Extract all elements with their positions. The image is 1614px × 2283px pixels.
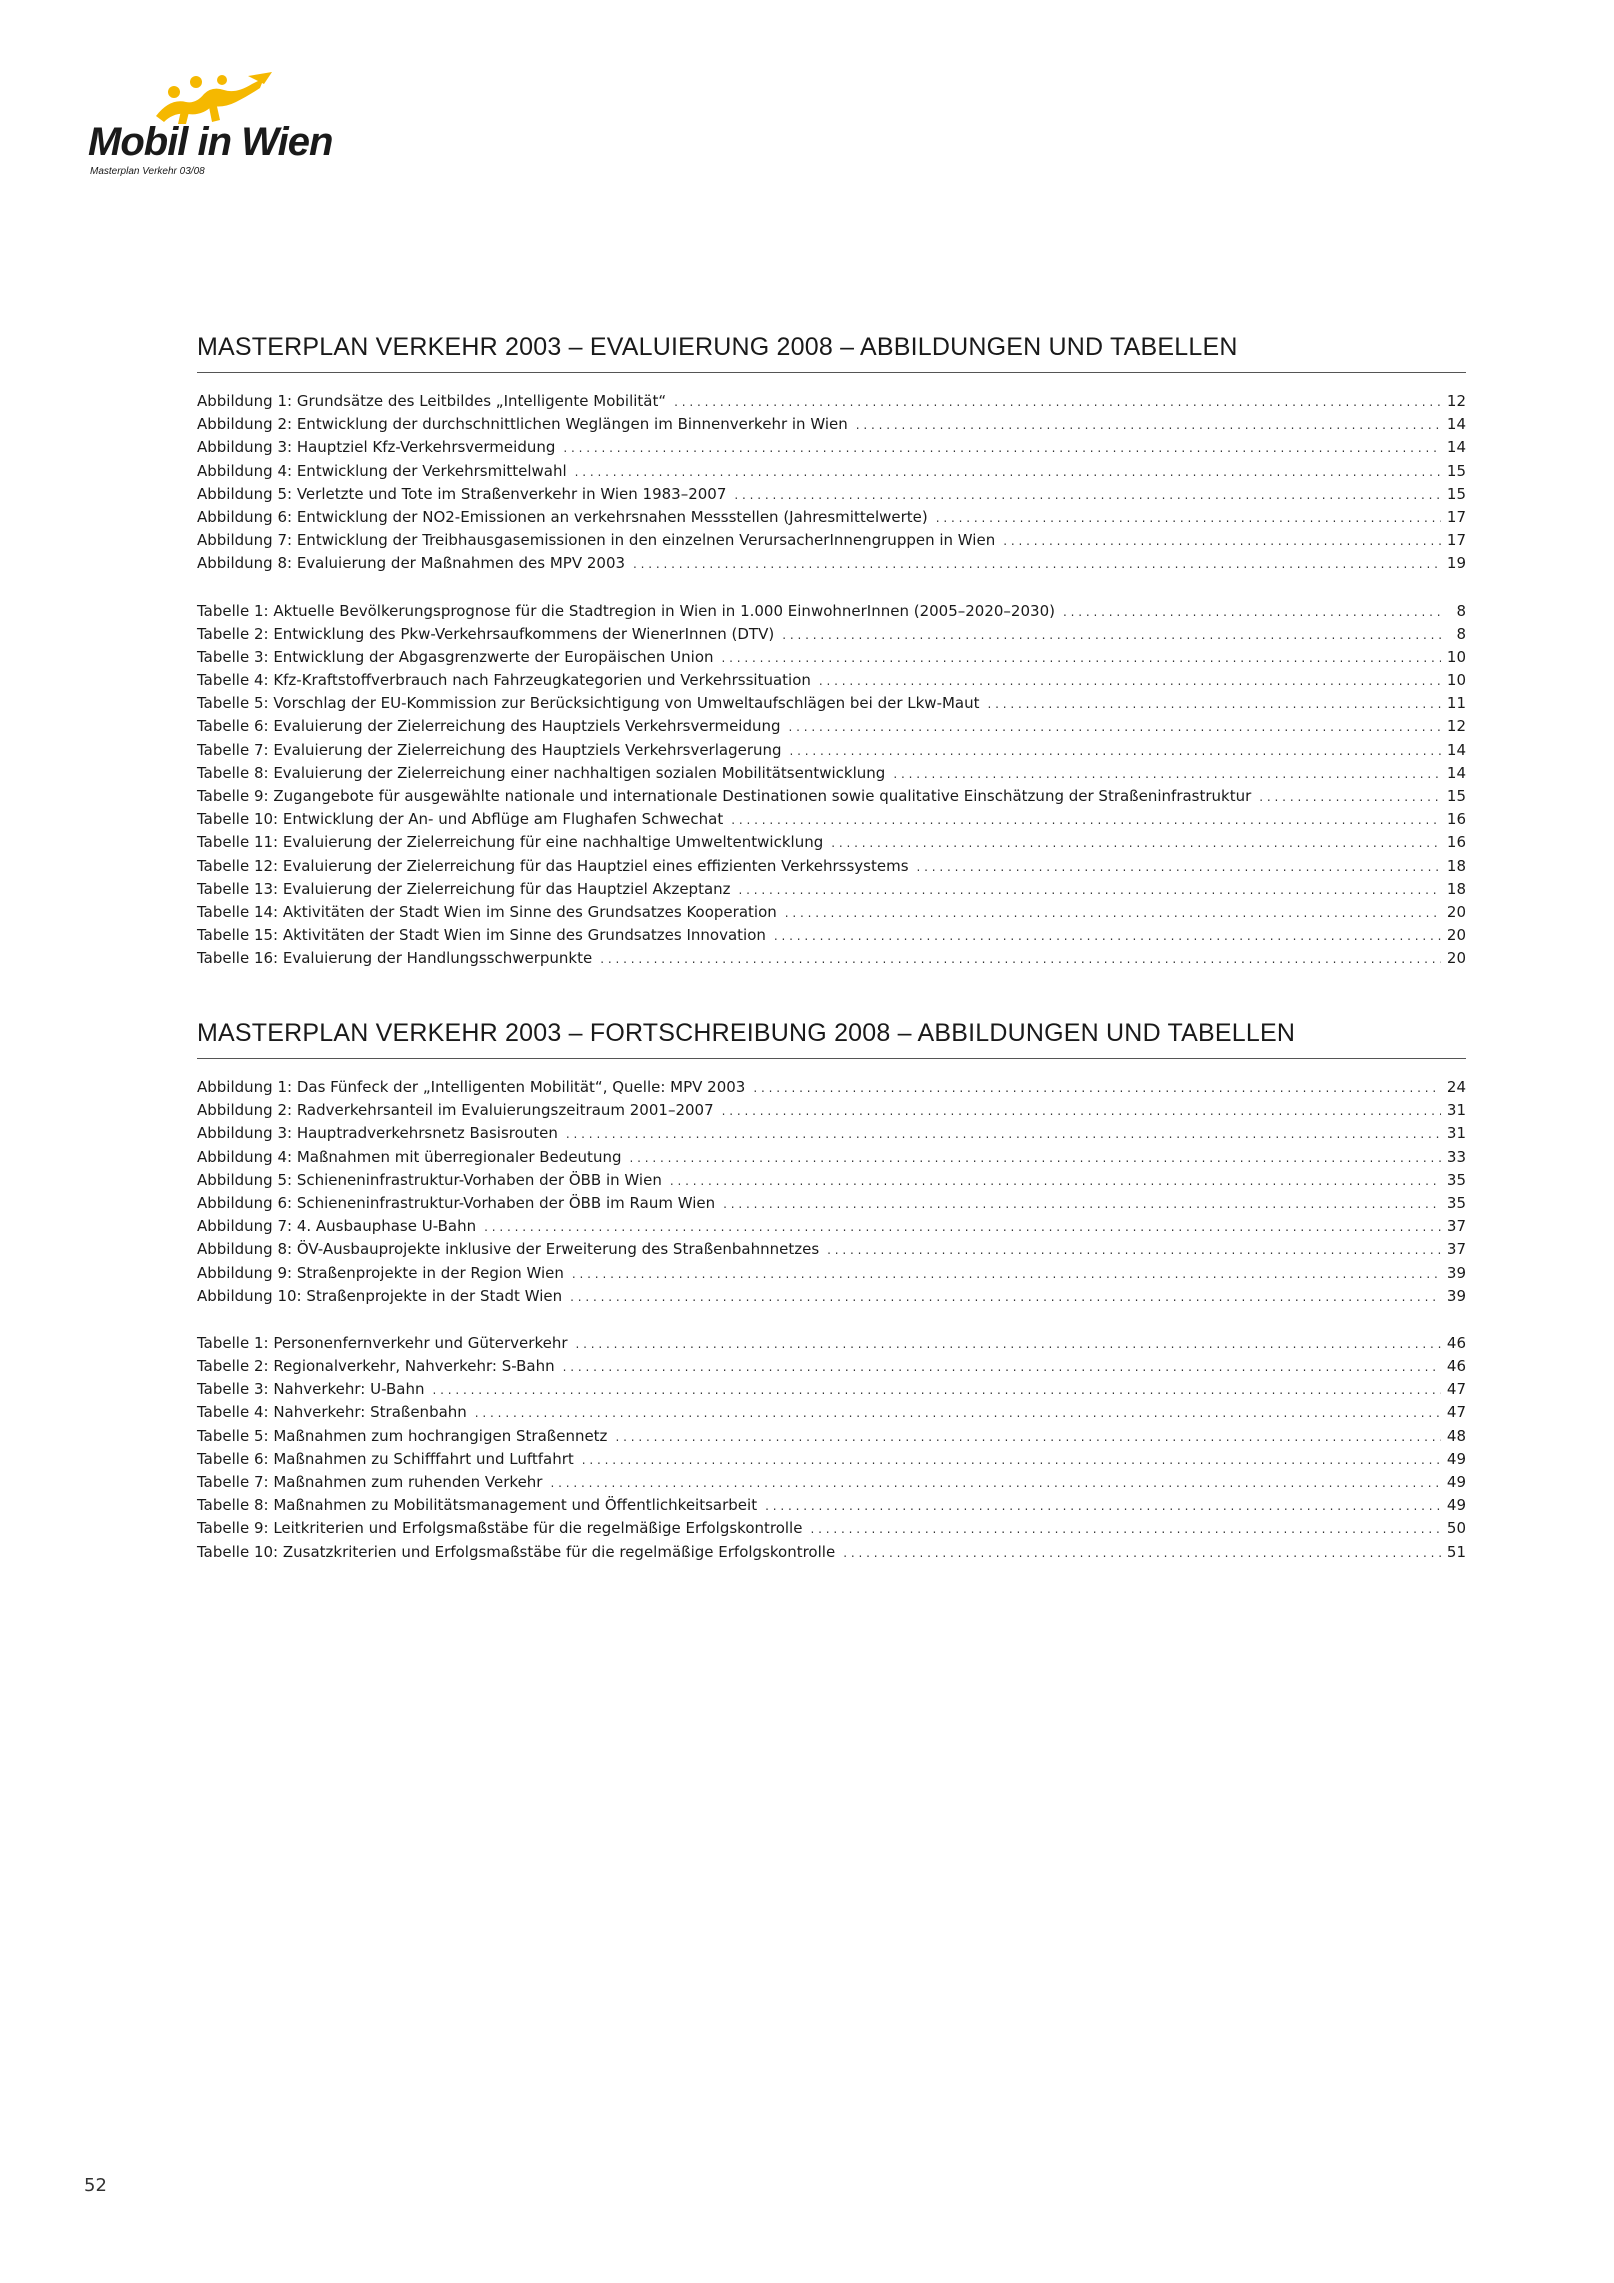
dot-leader — [633, 557, 1441, 571]
toc-entry — [197, 415, 1466, 438]
toc-entry-page: 49 — [1446, 1473, 1466, 1491]
toc-entry-page: 12 — [1446, 392, 1466, 410]
toc-entry-title: Tabelle 7: Maßnahmen zum ruhenden Verkehr — [197, 1473, 543, 1491]
toc-entry — [197, 531, 1466, 554]
toc-entry — [197, 1171, 1466, 1194]
section-evaluierung — [197, 330, 1466, 973]
dot-leader — [988, 697, 1441, 711]
toc-entry — [197, 602, 1466, 625]
toc-entry-title: Abbildung 6: Schieneninfrastruktur-Vorhaben der ÖBB im Raum Wien — [197, 1193, 716, 1212]
toc-entry-title: Abbildung 2: Entwicklung der durchschnittlichen Weglängen im Binnenverkehr in Wien — [197, 415, 848, 434]
toc-entry-page: 46 — [1446, 1333, 1466, 1352]
toc-entry-title: Tabelle 5: Maßnahmen zum hochrangigen Straßennetz — [197, 1426, 608, 1445]
toc-entry — [197, 392, 1466, 415]
toc-entry-page: 8 — [1456, 601, 1466, 620]
dot-leader — [765, 1499, 1441, 1513]
dot-leader — [936, 511, 1441, 525]
toc-entry-title: Tabelle 14: Aktivitäten der Stadt Wien im Sinne des Grundsatzes Kooperation — [197, 902, 777, 921]
toc-entry — [197, 1450, 1466, 1473]
toc-entry-page: 47 — [1446, 1403, 1466, 1422]
toc-entry — [197, 926, 1466, 949]
toc-entry-page: 15 — [1446, 484, 1466, 503]
toc-entry-page: 19 — [1446, 554, 1466, 573]
toc-entry — [197, 857, 1466, 880]
toc-entry — [197, 717, 1466, 740]
dot-leader — [566, 1127, 1441, 1141]
toc-entry-title: Abbildung 1: Grundsätze des Leitbildes „Intelligente Mobilität“ — [197, 392, 667, 410]
toc-entry — [197, 671, 1466, 694]
dot-leader — [731, 813, 1441, 827]
dot-leader — [1063, 605, 1442, 619]
toc-entry-title: Tabelle 6: Maßnahmen zu Schifffahrt und Luftfahrt — [197, 1449, 574, 1468]
toc-entry — [197, 1380, 1466, 1403]
toc-entry-page: 10 — [1446, 647, 1466, 666]
toc-entry-title: Abbildung 10: Straßenprojekte in der Stadt Wien — [197, 1286, 563, 1305]
dot-leader — [831, 836, 1441, 850]
toc-entry-title: Tabelle 9: Leitkriterien und Erfolgsmaßstäbe für die regelmäßige Erfolgskontrolle — [197, 1519, 803, 1538]
toc-entry — [197, 554, 1466, 577]
toc-entry-title: Abbildung 5: Verletzte und Tote im Straßenverkehr in Wien 1983–2007 — [197, 484, 727, 503]
toc-entry-page: 51 — [1446, 1542, 1466, 1561]
toc-entry-page: 50 — [1446, 1519, 1466, 1538]
dot-leader — [1003, 534, 1441, 548]
section-title: MASTERPLAN VERKEHR 2003 – FORTSCHREIBUNG 2008 – ABBILDUNGEN UND TABELLEN — [197, 1019, 1296, 1047]
dot-leader — [550, 1476, 1440, 1490]
toc-entry — [197, 485, 1466, 508]
toc-entry-title: Tabelle 7: Evaluierung der Zielerreichung des Hauptziels Verkehrsverlagerung — [197, 740, 782, 759]
toc-entry-page: 14 — [1446, 415, 1466, 434]
toc-entry-title: Tabelle 12: Evaluierung der Zielerreichung für das Hauptziel eines effizienten Verkehrssystems — [197, 856, 909, 875]
toc-entry-page: 37 — [1446, 1240, 1466, 1259]
toc-entry — [197, 1194, 1466, 1217]
dot-leader — [600, 952, 1441, 966]
toc-entry-page: 14 — [1446, 763, 1466, 782]
toc-entry — [197, 833, 1466, 856]
toc-entry-title: Tabelle 11: Evaluierung der Zielerreichung für eine nachhaltige Umweltentwicklung — [197, 833, 824, 852]
page-number: 52 — [84, 2175, 107, 2196]
toc-entry-title: Tabelle 4: Kfz-Kraftstoffverbrauch nach Fahrzeugkategorien und Verkehrssituation — [197, 671, 811, 690]
toc-entry-title: Abbildung 9: Straßenprojekte in der Region Wien — [197, 1263, 564, 1282]
toc-entry-page: 20 — [1446, 949, 1466, 968]
toc-entry-title: Tabelle 6: Evaluierung der Zielerreichung des Hauptziels Verkehrsvermeidung — [197, 717, 781, 736]
toc-entry — [197, 880, 1466, 903]
toc-entry-title: Abbildung 8: ÖV-Ausbauprojekte inklusive der Erweiterung des Straßenbahnnetzes — [197, 1240, 820, 1259]
dot-leader — [575, 465, 1441, 479]
toc-entry-page: 15 — [1446, 787, 1466, 805]
toc-entry — [197, 625, 1466, 648]
toc-entry-page: 39 — [1446, 1263, 1466, 1282]
dot-leader — [723, 1197, 1441, 1211]
toc-entry — [197, 1496, 1466, 1519]
logo-subtitle: Masterplan Verkehr 03/08 — [90, 166, 205, 177]
dot-leader — [670, 1174, 1441, 1188]
toc-entry-page: 20 — [1446, 926, 1466, 945]
toc-entry-page: 18 — [1446, 856, 1466, 875]
toc-entry-title: Abbildung 3: Hauptziel Kfz-Verkehrsvermeidung — [197, 438, 556, 457]
toc-entry-page: 31 — [1446, 1101, 1466, 1120]
toc-entry-title: Abbildung 2: Radverkehrsanteil im Evaluierungszeitraum 2001–2007 — [197, 1101, 714, 1120]
dot-leader — [1259, 790, 1441, 804]
toc-entry-page: 11 — [1446, 694, 1466, 713]
dot-leader — [576, 1337, 1441, 1351]
toc-entry-title: Tabelle 8: Evaluierung der Zielerreichung einer nachhaltigen sozialen Mobilitätsentwicklung — [197, 763, 886, 782]
section-title: MASTERPLAN VERKEHR 2003 – EVALUIERUNG 2008 – ABBILDUNGEN UND TABELLEN — [197, 333, 1238, 361]
dot-leader — [734, 488, 1441, 502]
dot-leader — [785, 906, 1441, 920]
toc-entry-title: Abbildung 3: Hauptradverkehrsnetz Basisrouten — [197, 1124, 558, 1143]
toc-entry — [197, 1124, 1466, 1147]
dot-leader — [782, 628, 1442, 642]
dot-leader — [563, 441, 1441, 455]
toc-entry-title: Abbildung 4: Maßnahmen mit überregionaler Bedeutung — [197, 1147, 622, 1166]
toc-entry — [197, 810, 1466, 833]
toc-entry-page: 47 — [1446, 1380, 1466, 1399]
toc-list — [197, 1078, 1466, 1566]
dot-leader — [570, 1290, 1441, 1304]
section-fortschreibung — [197, 1016, 1466, 1566]
dot-leader — [789, 720, 1441, 734]
toc-entry — [197, 787, 1466, 810]
dot-leader — [827, 1243, 1441, 1257]
toc-entry-title: Abbildung 4: Entwicklung der Verkehrsmittelwahl — [197, 461, 567, 480]
toc-entry-title: Tabelle 1: Aktuelle Bevölkerungsprognose für die Stadtregion in Wien in 1.000 EinwohnerInnen (2005–2020–2030) — [197, 601, 1055, 620]
dot-leader — [572, 1267, 1441, 1281]
dot-leader — [629, 1151, 1440, 1165]
toc-entry-page: 33 — [1446, 1147, 1466, 1166]
toc-entry-title: Tabelle 3: Entwicklung der Abgasgrenzwerte der Europäischen Union — [197, 647, 714, 666]
dot-leader — [674, 395, 1441, 409]
toc-entry — [197, 741, 1466, 764]
toc-entry-title: Abbildung 1: Das Fünfeck der „Intelligenten Mobilität“, Quelle: MPV 2003 — [197, 1078, 746, 1096]
toc-entry — [197, 1357, 1466, 1380]
dot-leader — [739, 883, 1441, 897]
toc-entry — [197, 903, 1466, 926]
toc-entry-page: 14 — [1446, 740, 1466, 759]
toc-entry — [197, 694, 1466, 717]
dot-leader — [722, 651, 1441, 665]
toc-entry-title: Tabelle 1: Personenfernverkehr und Güterverkehr — [197, 1333, 568, 1352]
toc-entry — [197, 438, 1466, 461]
toc-entry — [197, 1473, 1466, 1496]
toc-entry — [197, 1078, 1466, 1101]
toc-entry — [197, 1240, 1466, 1263]
toc-entry — [197, 1217, 1466, 1240]
toc-entry-title: Tabelle 9: Zugangebote für ausgewählte nationale und internationale Destinationen sowie qualitative Einschätzung der Straßeninfrastruktur — [197, 787, 1252, 805]
dot-leader — [615, 1430, 1440, 1444]
toc-entry-title: Tabelle 10: Zusatzkriterien und Erfolgsmaßstäbe für die regelmäßige Erfolgskontrolle — [197, 1542, 836, 1561]
toc-entry-page: 37 — [1446, 1217, 1466, 1236]
dot-leader — [810, 1522, 1440, 1536]
section-divider — [197, 372, 1466, 373]
section-divider — [197, 1058, 1466, 1059]
toc-entry-title: Tabelle 2: Regionalverkehr, Nahverkehr: S-Bahn — [197, 1357, 555, 1376]
toc-entry-page: 49 — [1446, 1496, 1466, 1515]
toc-entry — [197, 1519, 1466, 1542]
toc-entry — [197, 949, 1466, 972]
toc-entry-title: Tabelle 2: Entwicklung des Pkw-Verkehrsaufkommens der WienerInnen (DTV) — [197, 624, 775, 643]
dot-leader — [582, 1453, 1441, 1467]
toc-entry-title: Tabelle 3: Nahverkehr: U-Bahn — [197, 1380, 425, 1399]
toc-entry-title: Abbildung 8: Evaluierung der Maßnahmen des MPV 2003 — [197, 554, 626, 573]
toc-list — [197, 392, 1466, 973]
toc-entry-page: 17 — [1446, 531, 1466, 550]
toc-entry-page: 35 — [1446, 1193, 1466, 1212]
toc-entry-page: 48 — [1446, 1426, 1466, 1445]
toc-entry-page: 24 — [1446, 1078, 1466, 1096]
dot-leader — [843, 1546, 1441, 1560]
toc-entry-page: 15 — [1446, 461, 1466, 480]
toc-entry-title: Tabelle 16: Evaluierung der Handlungsschwerpunkte — [197, 949, 593, 968]
toc-entry-page: 16 — [1446, 810, 1466, 829]
toc-entry — [197, 1334, 1466, 1357]
toc-entry — [197, 462, 1466, 485]
toc-entry-page: 12 — [1446, 717, 1466, 736]
toc-entry-page: 49 — [1446, 1449, 1466, 1468]
logo — [88, 72, 333, 182]
toc-entry-title: Tabelle 5: Vorschlag der EU-Kommission zur Berücksichtigung von Umweltaufschlägen bei der Lkw-Maut — [197, 694, 980, 713]
dot-leader — [819, 674, 1441, 688]
toc-entry — [197, 1403, 1466, 1426]
dot-leader — [790, 744, 1441, 758]
toc-entry — [197, 1287, 1466, 1310]
dot-leader — [917, 860, 1441, 874]
dot-leader — [774, 929, 1441, 943]
dot-leader — [475, 1406, 1441, 1420]
toc-entry-page: 16 — [1446, 833, 1466, 852]
toc-entry — [197, 1264, 1466, 1287]
toc-entry-page: 17 — [1446, 507, 1466, 526]
toc-entry — [197, 764, 1466, 787]
dot-leader — [563, 1360, 1441, 1374]
toc-entry-title: Tabelle 13: Evaluierung der Zielerreichung für das Hauptziel Akzeptanz — [197, 879, 731, 898]
toc-entry-page: 46 — [1446, 1357, 1466, 1376]
toc-entry-page: 20 — [1446, 902, 1466, 921]
toc-entry-title: Abbildung 7: Entwicklung der Treibhausgasemissionen in den einzelnen VerursacherInnengruppen in Wien — [197, 531, 996, 550]
dot-leader — [484, 1220, 1441, 1234]
toc-entry-page: 39 — [1446, 1286, 1466, 1305]
toc-entry-title: Tabelle 15: Aktivitäten der Stadt Wien im Sinne des Grundsatzes Innovation — [197, 926, 766, 945]
toc-entry-title: Tabelle 10: Entwicklung der An- und Abflüge am Flughafen Schwechat — [197, 810, 724, 829]
toc-entry-page: 35 — [1446, 1170, 1466, 1189]
toc-entry-title: Abbildung 7: 4. Ausbauphase U-Bahn — [197, 1217, 477, 1236]
dot-leader — [893, 767, 1441, 781]
toc-entry — [197, 1148, 1466, 1171]
toc-entry-title: Tabelle 4: Nahverkehr: Straßenbahn — [197, 1403, 467, 1422]
logo-title: Mobil in Wien — [88, 120, 333, 164]
dot-leader — [722, 1104, 1441, 1118]
toc-entry — [197, 1427, 1466, 1450]
toc-entry — [197, 1543, 1466, 1566]
toc-entry-page: 14 — [1446, 438, 1466, 457]
toc-entry — [197, 508, 1466, 531]
toc-entry-page: 8 — [1456, 624, 1466, 643]
toc-entry-title: Abbildung 6: Entwicklung der NO2-Emissionen an verkehrsnahen Messstellen (Jahresmittelwerte) — [197, 507, 928, 526]
toc-entry — [197, 648, 1466, 671]
toc-entry — [197, 1101, 1466, 1124]
toc-entry-title: Abbildung 5: Schieneninfrastruktur-Vorhaben der ÖBB in Wien — [197, 1170, 662, 1189]
toc-entry-page: 10 — [1446, 671, 1466, 690]
toc-entry-title: Tabelle 8: Maßnahmen zu Mobilitätsmanagement und Öffentlichkeitsarbeit — [197, 1496, 758, 1515]
toc-entry-page: 31 — [1446, 1124, 1466, 1143]
toc-entry-page: 18 — [1446, 879, 1466, 898]
dot-leader — [432, 1383, 1440, 1397]
dot-leader — [753, 1081, 1441, 1095]
dot-leader — [856, 418, 1441, 432]
